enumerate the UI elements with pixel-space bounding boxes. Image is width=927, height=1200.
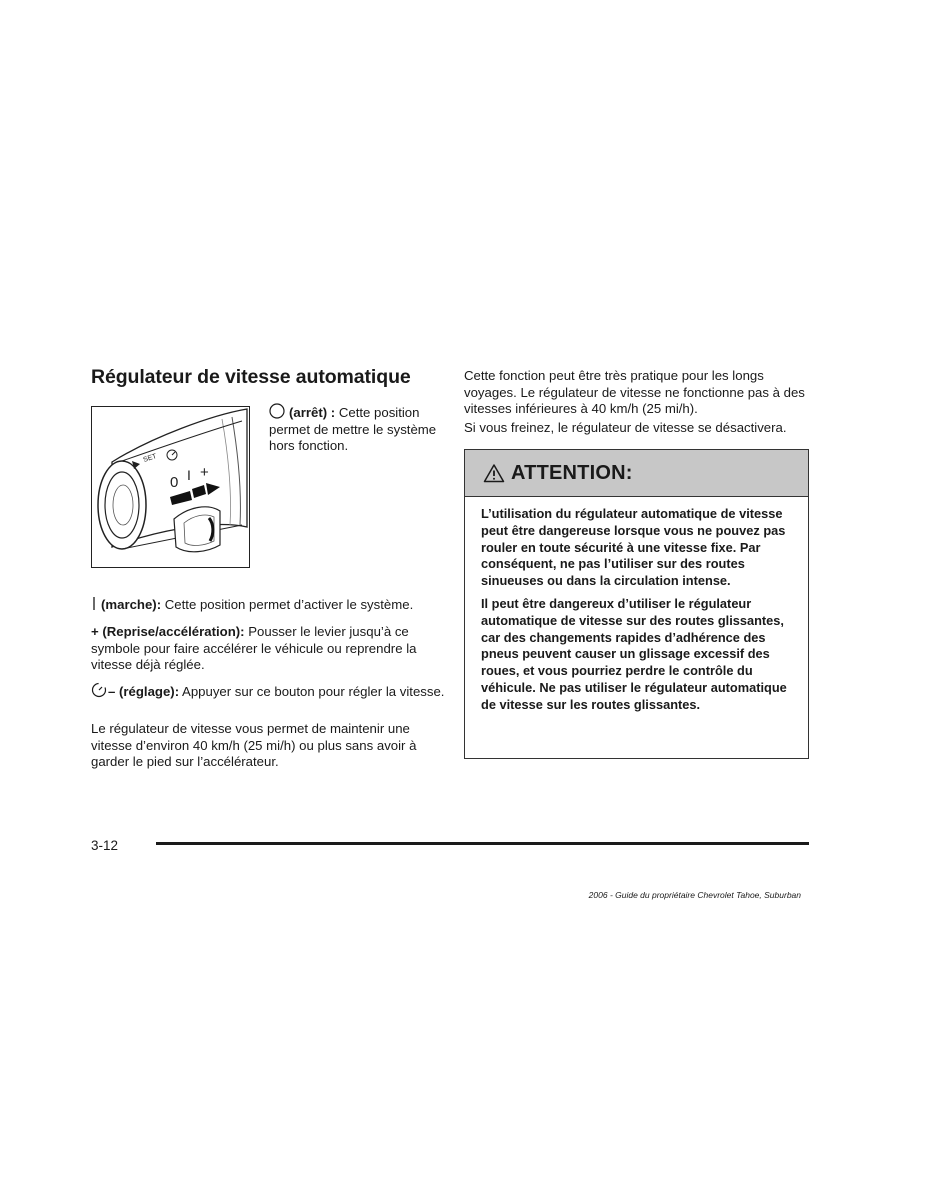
one-label: I [187,467,191,483]
guide-title-footer: 2006 - Guide du propriétaire Chevrolet Tahoe, Suburban [588,890,801,900]
on-bar-icon [91,596,97,611]
maintain-speed-text: Le régulateur de vitesse vous permet de maintenir une vitesse d’environ 40 km/h (25 mi/h) ou plus sans avoir à garder le pied sur l’accélérateur. [91,721,417,770]
set-label: SET [142,453,158,464]
long-trips-text: Cette fonction peut être très pratique pour les longs voyages. Le régulateur de vitesse ne fonctionne pas à des vitesses inférieures à 40 km/h (25 mi/h). [464,368,805,417]
off-circle-icon [269,403,285,419]
caution-paragraph-2: Il peut être dangereux d’utiliser le régulateur automatique de vitesse sur des routes glissantes, car des changements rapides d’adhérence des pneus peuvent causer un glissage excessif des roues, et vous pourriez perdre le contrôle du véhicule. Ne pas utiliser le régulateur automatique de vitesse sur les routes glissantes. [481,595,787,712]
footer-rule [156,842,809,845]
cruise-set-icon [91,682,107,698]
resume-accel-description [91,624,451,674]
caution-body [465,497,808,714]
page-number: 3-12 [91,838,119,853]
warning-triangle-icon [483,463,505,483]
caution-title: ATTENTION: [511,461,633,484]
cruise-control-lever-illustration [91,406,250,568]
zero-label: 0 [170,474,179,491]
set-label-text: – (réglage): [108,684,180,699]
section-title: Régulateur de vitesse automatique [91,366,411,388]
off-label: (arrêt) : [289,405,336,420]
plus-label: + [200,464,209,481]
on-text: Cette position permet d’activer le système. [161,597,414,612]
off-position-description [269,403,439,455]
caution-box [464,449,809,759]
off-text: Cette position permet de mettre le système hors fonction. [269,405,437,454]
caution-paragraph-1: L’utilisation du régulateur automatique de vitesse peut être dangereuse lorsque vous ne pouvez pas rouler en toute sécurité à une vitesse fixe. Par conséquent, ne pas l’utiliser sur des routes sinueuses ou dans la circulation intense. [481,506,786,589]
on-label: (marche): [101,597,162,612]
on-position-description [91,596,451,614]
set-text: Appuyer sur ce bouton pour régler la vitesse. [179,684,445,699]
resume-text: Pousser le levier jusqu’à ce symbole pour faire accélérer le véhicule ou reprendre la vitesse déjà réglée. [91,624,417,673]
set-description [91,682,451,701]
caution-header [465,450,808,497]
resume-label: + (Reprise/accélération): [91,624,245,639]
brake-deactivate-text: Si vous freinez, le régulateur de vitesse se désactivera. [464,420,787,435]
